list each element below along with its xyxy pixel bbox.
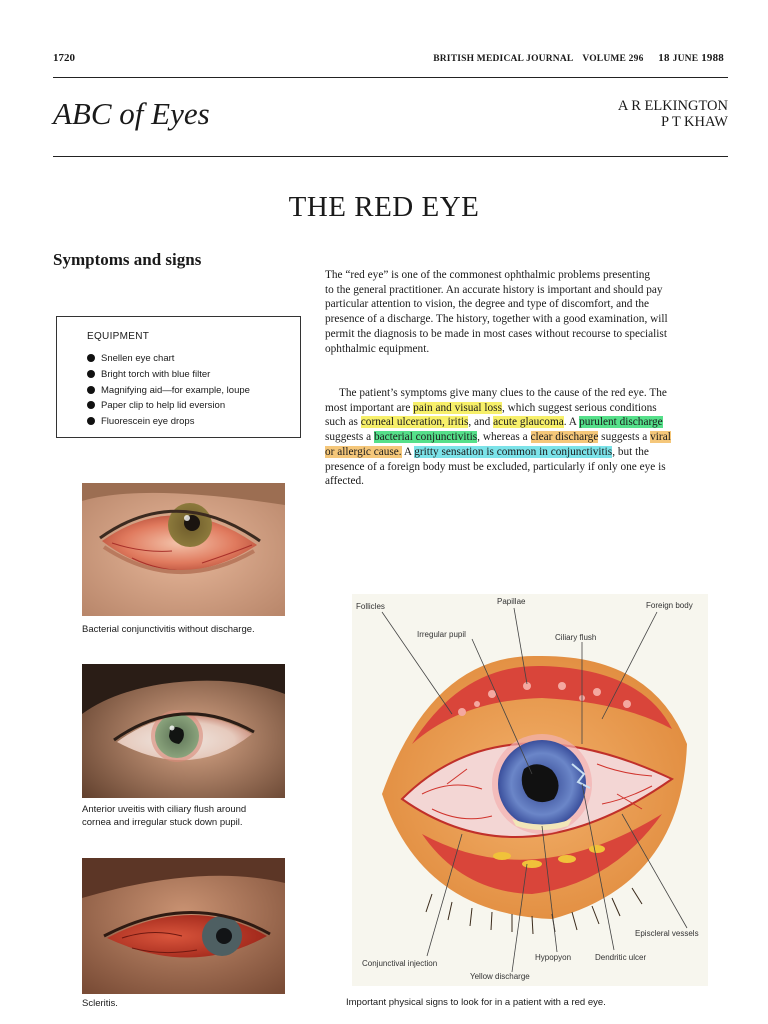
equipment-item-label: Paper clip to help lid eversion — [101, 400, 226, 412]
equipment-item — [87, 398, 250, 414]
text-run: A — [401, 445, 415, 458]
equipment-item — [87, 367, 250, 383]
highlight-orange: clear discharge — [530, 431, 599, 444]
text-line: ophthalmic equipment. — [325, 342, 430, 355]
highlight-yellow: pain and visual loss — [413, 401, 502, 414]
highlight-yellow: corneal ulceration, iritis — [360, 416, 469, 429]
series-title: ABC of Eyes — [53, 96, 210, 131]
text-run: suggests a — [325, 431, 374, 444]
article-title: THE RED EYE — [288, 191, 480, 223]
text-line: particular attention to vision, the degree and type of discomfort, and the — [325, 298, 650, 311]
label-foreign-body: Foreign body — [646, 601, 693, 610]
highlight-green: purulent discharge — [579, 416, 663, 429]
highlight-yellow: acute glaucoma — [493, 416, 564, 429]
equipment-item — [87, 351, 250, 367]
date-day: 18 — [658, 52, 670, 64]
label-conjunctival-injection: Conjunctival injection — [362, 959, 438, 968]
caption-photo-2 — [82, 804, 246, 829]
date-year: 1988 — [701, 52, 724, 64]
highlight-orange: viral — [650, 431, 671, 444]
header-rule-top — [53, 77, 728, 78]
caption-photo-1: Bacterial conjunctivitis without discharge. — [82, 624, 255, 635]
red-eye-diagram — [352, 594, 708, 986]
equipment-item — [87, 383, 250, 399]
photo-anterior-uveitis — [82, 664, 285, 798]
text-run: , which suggest serious conditions — [501, 401, 657, 414]
page-number: 1720 — [53, 52, 75, 64]
bullet-icon — [87, 370, 95, 378]
equipment-title: EQUIPMENT — [87, 331, 150, 342]
text-run: . A — [563, 416, 580, 429]
text-line: The “red eye” is one of the commonest ophthalmic problems presenting — [325, 269, 651, 281]
text-run: , but the — [612, 445, 649, 458]
highlight-cyan: gritty sensation is common in conjunctivitis — [414, 445, 613, 458]
label-papillae: Papillae — [497, 597, 526, 606]
text-run: most important are — [325, 401, 414, 414]
journal-volume: VOLUME 296 — [582, 54, 644, 64]
journal-name: BRITISH MEDICAL JOURNAL — [433, 54, 574, 64]
equipment-item-label: Magnifying aid—for example, loupe — [101, 384, 250, 396]
label-hypopyon: Hypopyon — [535, 953, 572, 962]
intro-paragraph — [325, 268, 730, 356]
label-dendritic-ulcer: Dendritic ulcer — [595, 953, 647, 962]
equipment-list — [87, 351, 250, 430]
label-yellow-discharge: Yellow discharge — [470, 972, 530, 981]
authors — [618, 98, 728, 130]
text-line: presence of a discharge. The history, together with a good examination, will — [325, 313, 668, 326]
bullet-icon — [87, 354, 95, 362]
caption-line: Anterior uveitis with ciliary flush around — [82, 804, 247, 815]
highlight-green: bacterial conjunctivitis — [373, 431, 478, 444]
bullet-icon — [87, 417, 95, 425]
label-episcleral-vessels: Episcleral vessels — [635, 929, 699, 938]
text-line: permit the diagnosis to be made in most cases without recourse to specialist — [325, 327, 667, 340]
text-run: such as — [325, 416, 361, 429]
section-heading: Symptoms and signs — [53, 250, 202, 269]
text-run: , and — [468, 416, 494, 429]
text-line — [325, 445, 730, 460]
equipment-item-label: Snellen eye chart — [101, 353, 175, 364]
highlight-orange: or allergic cause. — [325, 445, 402, 458]
text-line: presence of a foreign body must be excluded, particularly if only one eye is — [325, 460, 666, 473]
photo-scleritis — [82, 858, 285, 994]
symptoms-paragraph — [325, 386, 730, 489]
text-line — [325, 415, 730, 430]
equipment-box — [56, 316, 301, 438]
label-ciliary-flush: Ciliary flush — [555, 633, 597, 642]
text-run: , whereas a — [477, 431, 531, 444]
text-line: The patient’s symptoms give many clues to the cause of the red eye. The — [339, 387, 667, 399]
photo-bacterial-conjunctivitis — [82, 483, 285, 616]
header-rule-bottom — [53, 156, 728, 157]
text-run: suggests a — [598, 431, 651, 444]
text-line: to the general practitioner. An accurate history is important and should pay — [325, 283, 663, 296]
bullet-icon — [87, 386, 95, 394]
author-1: A R ELKINGTON — [617, 98, 728, 114]
text-line — [325, 401, 730, 416]
equipment-item-label: Bright torch with blue filter — [101, 368, 211, 380]
date-month: JUNE — [672, 54, 699, 64]
label-follicles: Follicles — [356, 602, 385, 611]
label-irregular-pupil: Irregular pupil — [417, 630, 466, 639]
equipment-item — [87, 414, 250, 430]
journal-header — [433, 52, 724, 64]
caption-line: cornea and irregular stuck down pupil. — [82, 816, 243, 828]
equipment-item-label: Fluorescein eye drops — [101, 416, 195, 428]
text-line — [325, 430, 730, 445]
diagram-caption: Important physical signs to look for in a patient with a red eye. — [346, 997, 606, 1008]
author-2: P T KHAW — [660, 114, 728, 130]
bullet-icon — [87, 401, 95, 409]
text-line: affected. — [325, 475, 364, 488]
caption-photo-3: Scleritis. — [82, 998, 118, 1009]
